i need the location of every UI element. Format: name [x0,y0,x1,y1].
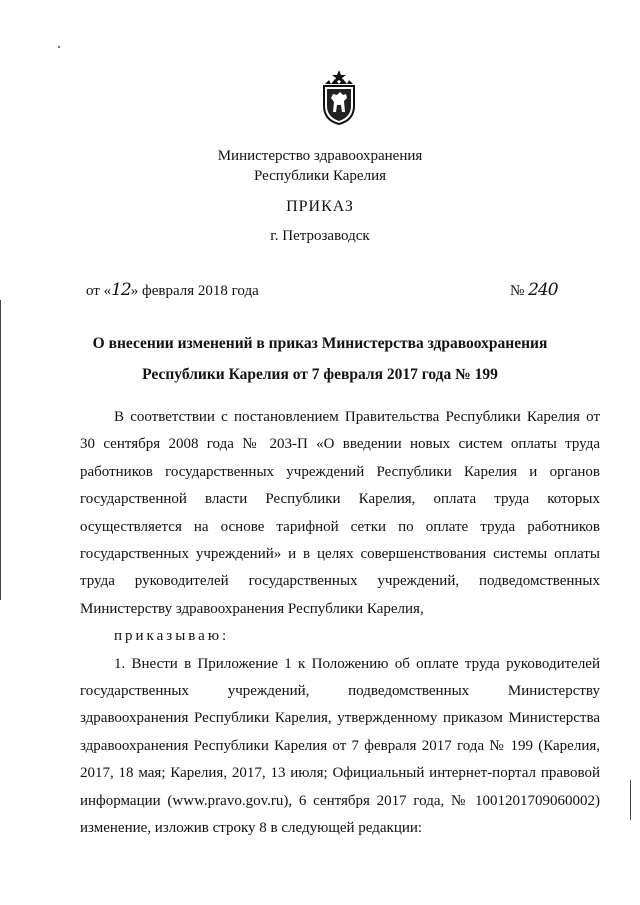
scan-dot [58,46,60,48]
handwritten-day: 12 [111,280,131,300]
clause-1-paragraph: 1. Внести в Приложение 1 к Положению об оплате труда руководителей государственных учреждений, подведомственных Министерству здравоохранения Республики Карелия, утвержденному приказом Министерства здравоохранения Республики Карелия от 7 февраля 2017 года № 199 (Карелия, 2017, 18 мая; Карелия, 2017, 13 июля; Официальный интернет-портал правовой информации (www.pravo.gov.ru), 6 сентября 2017 года, № 1001201709060002) изменение, изложив строку 8 в следующей редакции: [80,655,600,837]
scan-artifact-left [0,300,1,600]
title-line-1: О внесении изменений в приказ Министерства здравоохранения [92,335,548,352]
order-number [510,280,558,300]
order-word: приказываю: [114,628,230,645]
number-prefix: № [510,283,525,299]
title-line-2: Республики Карелия от 7 февраля 2017 года № 199 [142,366,498,383]
handwritten-number: 240 [528,280,558,300]
ministry-line-2: Республики Карелия [253,168,387,184]
date-prefix: от « [86,283,112,299]
scan-artifact-right [630,780,631,820]
city-name: г. Петрозаводск [270,228,370,244]
order-title [80,328,560,390]
order-body [80,404,600,843]
preamble-paragraph: В соответствии с постановлением Правительства Республики Карелия от 30 сентября 2008 года № 203-П «О введении новых систем оплаты труда работников государственных учреждений Республики Карелия и органов государственной власти Республики Карелия, оплата труда которых осуществляется на основе тарифной сетки по оплате труда работников государственных учреждений» и в целях совершенствования системы оплаты труда руководителей государственных учреждений, подведомственных Министерству здравоохранения Республики Карелия, [80,409,600,617]
ministry-line-1: Министерство здравоохранения [217,148,423,164]
order-date [86,280,259,300]
document-type: ПРИКАЗ [286,198,354,215]
date-suffix: » февраля 2018 года [130,283,259,299]
ministry-name [0,146,640,186]
karelia-coat-of-arms-icon [319,68,359,126]
